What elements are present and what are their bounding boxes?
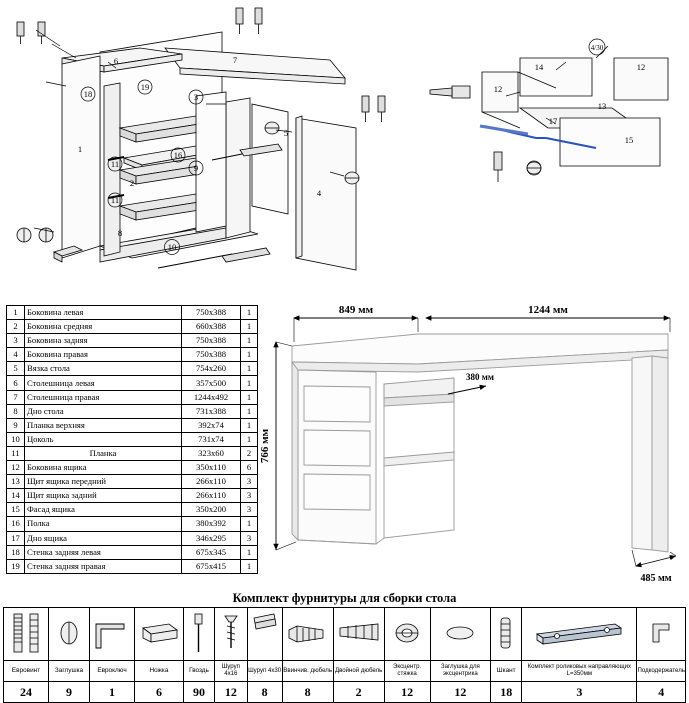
svg-text:12: 12	[636, 62, 646, 72]
hw-image-screw-in-dowel	[282, 608, 333, 661]
part-dim: 750x388	[182, 334, 241, 348]
hw-count-13: 4	[637, 682, 686, 703]
part-name: Боковина ящика	[25, 461, 182, 475]
table-row	[7, 531, 258, 545]
table-row	[7, 348, 258, 362]
hw-image-cam-cap	[430, 608, 491, 661]
hw-image-leg	[135, 608, 184, 661]
svg-text:5: 5	[283, 128, 289, 138]
svg-text:15: 15	[624, 135, 634, 145]
hw-count-5: 12	[215, 682, 248, 703]
svg-text:10: 10	[167, 242, 177, 252]
table-row	[7, 503, 258, 517]
part-num: 18	[7, 545, 25, 559]
part-name: Цоколь	[25, 432, 182, 446]
part-num: 15	[7, 503, 25, 517]
hw-label-8: Двойной дюбель	[333, 661, 384, 682]
hw-label-3: Ножка	[135, 661, 184, 682]
hardware-title: Комплект фурнитуры для сборки стола	[232, 591, 457, 605]
part-dim: 675x415	[182, 559, 241, 573]
part-name: Планка верхняя	[25, 418, 182, 432]
svg-text:16: 16	[173, 150, 183, 160]
part-num: 3	[7, 334, 25, 348]
part-qty: 1	[241, 320, 258, 334]
hw-label-13: Подкодержатель	[637, 661, 686, 682]
hw-count-4: 90	[184, 682, 215, 703]
svg-text:17: 17	[548, 116, 558, 126]
desk-dimension-drawing	[258, 298, 689, 588]
hw-image-screw-4x16	[215, 608, 248, 661]
part-dim: 750x388	[182, 306, 241, 320]
part-qty: 1	[241, 404, 258, 418]
svg-text:6: 6	[113, 56, 119, 66]
part-name: Планка	[25, 446, 182, 460]
hw-label-1: Заглушка	[49, 661, 90, 682]
table-row	[7, 446, 258, 460]
hardware-table	[3, 607, 686, 703]
hw-image-screw-4x30	[247, 608, 282, 661]
part-qty: 1	[241, 545, 258, 559]
hw-image-nail	[184, 608, 215, 661]
hw-count-0: 24	[4, 682, 49, 703]
hw-label-6: Шуруп 4x30	[247, 661, 282, 682]
svg-text:9: 9	[193, 163, 199, 173]
svg-text:4/30: 4/30	[590, 44, 604, 52]
dim-485-label: 485 мм	[640, 573, 672, 584]
part-qty: 1	[241, 362, 258, 376]
hw-image-euroscrew	[4, 608, 49, 661]
table-row	[7, 362, 258, 376]
hw-count-11: 18	[491, 682, 522, 703]
part-dim: 660x388	[182, 320, 241, 334]
part-num: 14	[7, 489, 25, 503]
dim-380-label: 380 мм	[465, 372, 495, 382]
part-num: 7	[7, 390, 25, 404]
hw-image-eurokey	[90, 608, 135, 661]
part-name: Боковина средняя	[25, 320, 182, 334]
part-name: Стенка задняя левая	[25, 545, 182, 559]
part-num: 5	[7, 362, 25, 376]
part-qty: 1	[241, 517, 258, 531]
part-dim: 350x200	[182, 503, 241, 517]
hw-count-12: 3	[522, 682, 637, 703]
part-name: Полка	[25, 517, 182, 531]
part-qty: 1	[241, 432, 258, 446]
hw-label-0: Евровинт	[4, 661, 49, 682]
part-qty: 6	[241, 461, 258, 475]
table-row	[7, 475, 258, 489]
part-num: 10	[7, 432, 25, 446]
svg-text:13: 13	[597, 101, 607, 111]
hw-count-2: 1	[90, 682, 135, 703]
part-name: Дно стола	[25, 404, 182, 418]
hw-image-cam-lock	[384, 608, 430, 661]
part-name: Вязка стола	[25, 362, 182, 376]
part-name: Щит ящика передний	[25, 475, 182, 489]
part-qty: 2	[241, 446, 258, 460]
hw-image-drawer-runners	[522, 608, 637, 661]
part-name: Стенка задняя правая	[25, 559, 182, 573]
part-name: Столешница левая	[25, 376, 182, 390]
table-row	[7, 306, 258, 320]
parts-table	[6, 305, 258, 574]
part-dim: 350x110	[182, 461, 241, 475]
table-row	[7, 545, 258, 559]
table-row	[7, 517, 258, 531]
hw-label-9: Эксцентр. стяжка	[384, 661, 430, 682]
hw-image-dowel	[491, 608, 522, 661]
part-dim: 731x74	[182, 432, 241, 446]
part-dim: 266x110	[182, 489, 241, 503]
hw-label-10: Заглушка для эксцентрика	[430, 661, 491, 682]
part-num: 17	[7, 531, 25, 545]
part-num: 16	[7, 517, 25, 531]
part-qty: 1	[241, 418, 258, 432]
svg-text:2: 2	[129, 178, 135, 188]
parts-table-body	[7, 306, 258, 574]
part-num: 6	[7, 376, 25, 390]
dim-1244-label: 1244 мм	[528, 304, 568, 316]
part-dim: 380x392	[182, 517, 241, 531]
part-qty: 1	[241, 559, 258, 573]
part-name: Боковина задняя	[25, 334, 182, 348]
part-qty: 1	[241, 306, 258, 320]
svg-text:14: 14	[534, 62, 544, 72]
part-num: 13	[7, 475, 25, 489]
hardware-labels-row	[4, 661, 686, 682]
hw-label-11: Шкант	[491, 661, 522, 682]
part-name: Столешница правая	[25, 390, 182, 404]
svg-text:12: 12	[493, 84, 503, 94]
part-num: 9	[7, 418, 25, 432]
part-qty: 3	[241, 531, 258, 545]
part-name: Дно ящика	[25, 531, 182, 545]
assembly-diagram	[0, 0, 689, 295]
hw-image-shelf-support	[637, 608, 686, 661]
hardware-counts-row	[4, 682, 686, 703]
part-num: 11	[7, 446, 25, 460]
part-qty: 3	[241, 503, 258, 517]
part-num: 4	[7, 348, 25, 362]
part-dim: 731x388	[182, 404, 241, 418]
part-num: 12	[7, 461, 25, 475]
part-qty: 3	[241, 489, 258, 503]
hw-count-7: 8	[282, 682, 333, 703]
table-row	[7, 390, 258, 404]
table-row	[7, 489, 258, 503]
svg-text:18: 18	[83, 89, 93, 99]
hw-label-2: Евроключ	[90, 661, 135, 682]
part-qty: 3	[241, 475, 258, 489]
part-qty: 1	[241, 334, 258, 348]
table-row	[7, 334, 258, 348]
hw-label-4: Гвоздь	[184, 661, 215, 682]
table-row	[7, 418, 258, 432]
hw-image-cap	[49, 608, 90, 661]
part-qty: 1	[241, 390, 258, 404]
table-row	[7, 559, 258, 573]
svg-text:3: 3	[193, 92, 199, 102]
hw-image-double-dowel	[333, 608, 384, 661]
part-dim: 754x260	[182, 362, 241, 376]
svg-text:8: 8	[117, 228, 123, 238]
part-name: Боковина правая	[25, 348, 182, 362]
part-dim: 1244x492	[182, 390, 241, 404]
part-num: 8	[7, 404, 25, 418]
part-name: Боковина левая	[25, 306, 182, 320]
svg-text:11: 11	[110, 159, 120, 169]
part-dim: 750x388	[182, 348, 241, 362]
table-row	[7, 404, 258, 418]
svg-text:11: 11	[110, 195, 120, 205]
svg-text:19: 19	[140, 82, 150, 92]
part-qty: 1	[241, 376, 258, 390]
table-row	[7, 376, 258, 390]
part-dim: 392x74	[182, 418, 241, 432]
part-name: Фасад ящика	[25, 503, 182, 517]
part-name: Щит ящика задний	[25, 489, 182, 503]
hw-count-8: 2	[333, 682, 384, 703]
table-row	[7, 432, 258, 446]
part-dim: 357x500	[182, 376, 241, 390]
hw-count-3: 6	[135, 682, 184, 703]
svg-text:4: 4	[316, 188, 322, 198]
part-num: 2	[7, 320, 25, 334]
dim-766-label: 766 мм	[259, 428, 271, 464]
hw-label-5: Шуруп 4x16	[215, 661, 248, 682]
table-row	[7, 320, 258, 334]
part-dim: 675x345	[182, 545, 241, 559]
part-dim: 266x110	[182, 475, 241, 489]
hw-count-6: 8	[247, 682, 282, 703]
dim-849-label: 849 мм	[338, 304, 374, 316]
hw-count-9: 12	[384, 682, 430, 703]
hw-label-12: Комплект роликовых направляющих L=350мм	[522, 661, 637, 682]
part-dim: 346x295	[182, 531, 241, 545]
hardware-images-row	[4, 608, 686, 661]
part-num: 19	[7, 559, 25, 573]
hw-label-7: Ввинчив. дюбель	[282, 661, 333, 682]
svg-text:7: 7	[232, 55, 238, 65]
part-dim: 323x60	[182, 446, 241, 460]
table-row	[7, 461, 258, 475]
part-num: 1	[7, 306, 25, 320]
part-qty: 1	[241, 348, 258, 362]
hw-count-1: 9	[49, 682, 90, 703]
svg-text:1: 1	[77, 144, 83, 154]
hw-count-10: 12	[430, 682, 491, 703]
